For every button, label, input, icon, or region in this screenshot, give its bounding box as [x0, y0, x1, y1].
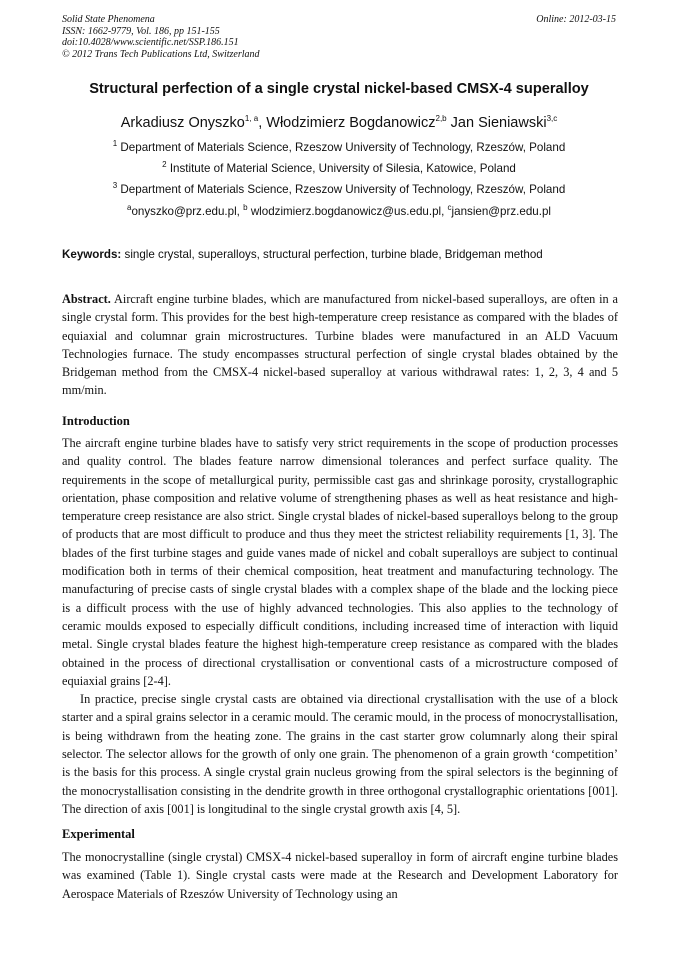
- affiliation-text: Institute of Material Science, University of Silesia, Katowice, Poland: [169, 162, 516, 175]
- journal-header: [62, 14, 616, 60]
- author-sup: 2,b: [435, 114, 447, 124]
- section-heading-introduction: Introduction: [62, 414, 130, 428]
- author-name: Jan Sieniawski: [450, 115, 547, 131]
- abstract-text: Aircraft engine turbine blades, which are manufactured from nickel-based superalloys, are often in a single crystal form. This provides for the best high-temperature creep resistance as compared with the blades of equiaxial and columnar grain microstructures. Turbine blades were manufactured in an ALD Vacuum Technologies furnace. The study encompasses structural perfection of single crystal blades obtained by the Bridgeman method from the CMSX-4 nickel-based superalloy at various withdrawal rates: 1, 2, 3, 4 and 5 mm/min.: [62, 292, 619, 398]
- issn-line: ISSN: 1662-9779, Vol. 186, pp 151-155: [62, 25, 220, 37]
- email-link[interactable]: wlodzimierz.bogdanowicz@us.edu.pl,: [250, 205, 445, 218]
- keywords-text: single crystal, superalloys, structural perfection, turbine blade, Bridgeman method: [124, 248, 543, 261]
- abstract: [62, 290, 618, 400]
- section-heading-experimental: Experimental: [62, 827, 135, 841]
- introduction-body: [62, 434, 618, 818]
- paragraph: The aircraft engine turbine blades have to satisfy very strict requirements in the scope of production processes and quality control. The blades feature narrow dimensional tolerances and perfect surface quality. The requirements in the scope of metallurgical purity, permissible cast gas and shrinkage porosity, crystallographic orientation, phase composition and relative volume of strengthening phases as well as heat resistance and high-temperature creep resistance are also strict. Single crystal blades of nickel-based superalloys belong to the group of products that are most difficult to produce and thus they meet the strictest reliability requirements [1, 3]. The blades of the first turbine stages and guide vanes made of nickel and cobalt superalloys are subject to continual modification both in terms of their chemical composition, heat treatment and manufacturing technology. The manufacturing of precise casts of single crystal blades with a complex shape of the blade and the locking piece is a difficult process with the use of highly advanced technologies. This also applies to the technology of ceramic moulds exposed to especially difficult conditions, including increased time of interaction with liquid metal. Single crystal blades feature the highest high-temperature creep resistance as compared with the blades obtained in the process of directional crystallisation or conventional casts of a microstructure composed of equiaxial grains [2-4].: [62, 436, 618, 688]
- affiliation-3: [0, 183, 678, 196]
- email-sup: a: [127, 203, 132, 213]
- abstract-label: Abstract.: [62, 292, 111, 306]
- online-date: Online: 2012-03-15: [536, 14, 616, 25]
- author-name: Arkadiusz Onyszko: [120, 115, 245, 131]
- affiliation-sup: 3: [112, 181, 118, 191]
- journal-name: Solid State Phenomena: [62, 14, 155, 25]
- email-sup: b: [243, 203, 248, 213]
- keywords: [62, 248, 618, 261]
- author-sup: 1, a: [244, 114, 259, 124]
- affiliation-2: [0, 162, 678, 175]
- author-list: Arkadiusz Onyszko$^{1, a}$, Włodzimierz Bogdanowicz$^{2,b}$ Jan Sieniawski$^{3,c}$: [120, 114, 558, 131]
- author-name: Włodzimierz Bogdanowicz: [266, 115, 436, 131]
- affiliation-sup: 1: [112, 139, 118, 149]
- paragraph: In practice, precise single crystal casts are obtained via directional crystallisation with the use of a block starter and a spiral grains selector in a ceramic mould. The ceramic mould, in the process of monocrystallisation, is being withdrawn from the heating zone. The grains in the cast starter grow columnarly along their spiral selector. The selector allows for the growth of only one grain. The phenomenon of a grain growth ‘competition’ is the basis for this process. A single crystal grain nucleus growing from the spiral selectors is the beginning of the monocrystallisation consisting in the dendrite growth in three orthogonal crystallographic orientations [001]. The direction of axis [001] is longitudinal to the single crystal growth axis [4, 5].: [62, 692, 618, 816]
- affiliation-text: Department of Materials Science, Rzeszow University of Technology, Rzeszów, Poland: [120, 183, 566, 196]
- copyright-line: © 2012 Trans Tech Publications Ltd, Switzerland: [62, 48, 260, 60]
- author-sup: 3,c: [546, 114, 558, 124]
- email-sup: c: [447, 203, 452, 213]
- affiliation-text: Department of Materials Science, Rzeszow University of Technology, Rzeszów, Poland: [120, 141, 566, 154]
- affiliation-sup: 2: [162, 160, 167, 170]
- paper-title: Structural perfection of a single crystal nickel-based CMSX-4 superalloy: [89, 81, 589, 97]
- email-link[interactable]: jansien@prz.edu.pl: [451, 205, 551, 218]
- email-link[interactable]: onyszko@prz.edu.pl,: [131, 205, 240, 218]
- experimental-body: [62, 848, 618, 903]
- keywords-label: Keywords:: [62, 248, 122, 261]
- paragraph: The monocrystalline (single crystal) CMSX-4 nickel-based superalloy in form of aircraft engine turbine blades was examined (Table 1). Single crystal casts were made at the Research and Development Laboratory for Aerospace Materials of Rzeszów University of Technology using an: [62, 850, 618, 901]
- email-line: [0, 205, 678, 218]
- affiliation-1: [0, 141, 678, 154]
- doi-line: doi:10.4028/www.scientific.net/SSP.186.151: [62, 37, 239, 48]
